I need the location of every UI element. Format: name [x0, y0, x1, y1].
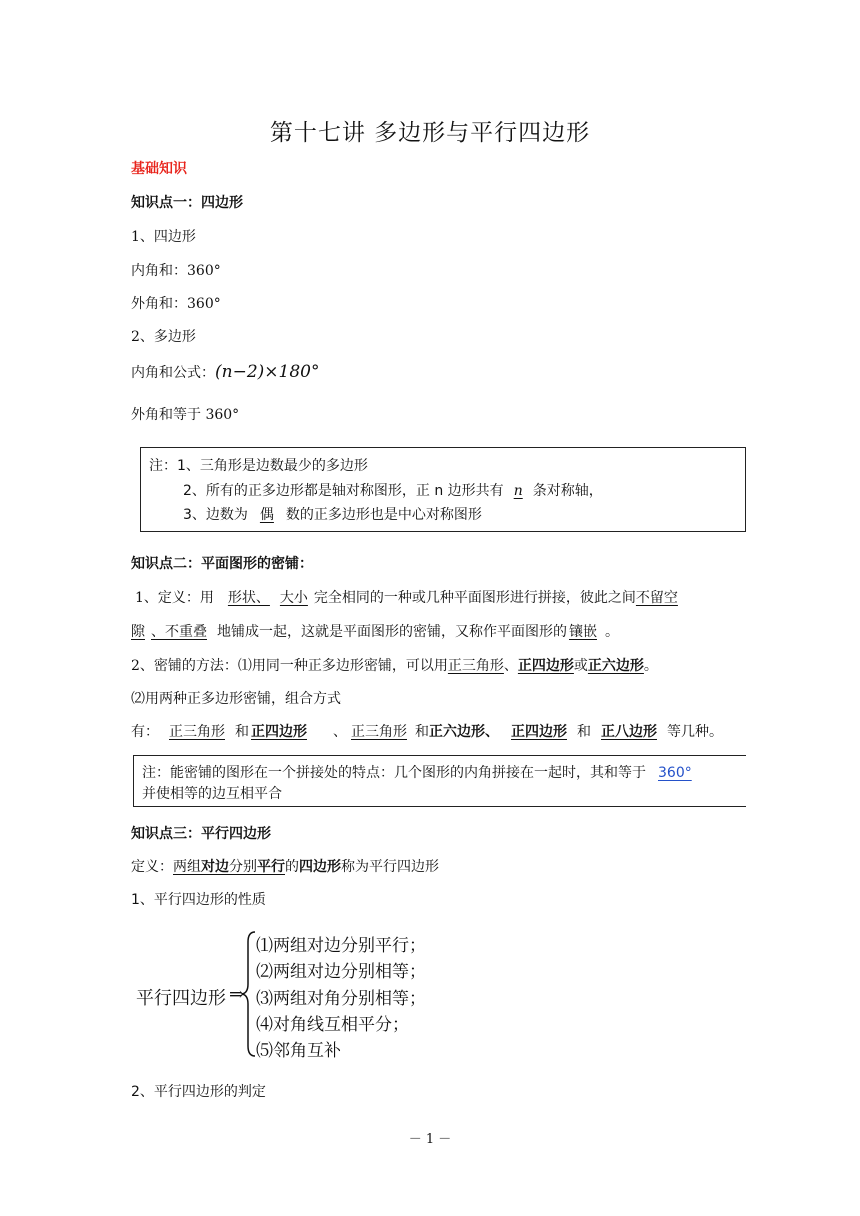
property-item-4: ⑷对角线互相平分； — [256, 1015, 409, 1035]
kp1-interior-sum: 内角和：360° — [131, 263, 221, 279]
left-brace-icon — [241, 930, 257, 1058]
property-item-3: ⑶两组对角分别相等； — [256, 989, 426, 1009]
kp2-combinations: 有： 正三角形 和 正四边形 、 正三角形 和正六边形、 正四边形 和 正八边形 等几种。 — [131, 724, 723, 740]
property-item-1: ⑴两组对边分别平行； — [256, 936, 426, 956]
arrow-icon: ⇒ — [229, 984, 245, 1005]
kp3-heading: 知识点三：平行四边形 — [131, 826, 271, 842]
kp1-formula-row — [131, 362, 319, 382]
kp3-judgement-heading: 2、平行四边形的判定 — [131, 1084, 266, 1100]
kp2-heading: 知识点二：平面图形的密铺： — [131, 556, 313, 572]
kp1-exterior-polygon: 外角和等于 360° — [131, 407, 240, 423]
note-box-tiling — [133, 755, 746, 807]
kp2-method-line: 2、密铺的方法：⑴用同一种正多边形密铺，可以用正三角形、正四边形或正六边形。 — [131, 658, 658, 674]
kp3-definition: 定义：两组对边分别平行的四边形称为平行四边形 — [131, 859, 439, 875]
brace-label: 平行四边形 — [136, 988, 226, 1009]
interior-angle-formula: (n−2)×180° — [215, 362, 320, 382]
kp1-item1: 1、四边形 — [131, 229, 196, 245]
note-box-polygon — [140, 447, 746, 532]
section-basic-heading: 基础知识 — [131, 161, 187, 177]
property-item-2: ⑵两组对边分别相等； — [256, 962, 426, 982]
page-title: 第十七讲 多边形与平行四边形 — [269, 120, 591, 146]
formula-label: 内角和公式： — [131, 365, 215, 381]
property-item-5: ⑸邻角互补 — [256, 1041, 341, 1061]
note2-line1: 注：能密铺的图形在一个拼接处的特点：几个图形的内角拼接在一起时，其和等于 360° — [142, 762, 698, 782]
kp2-two-kinds: ⑵用两种正多边形密铺，组合方式 — [131, 691, 341, 707]
note2-line2: 并使相等的边互相平合 — [142, 786, 282, 802]
page-number: － 1 － — [408, 1132, 452, 1147]
note1-line1: 注：1、三角形是边数最少的多边形 — [149, 458, 368, 474]
kp2-definition-line2: 隙 、不重叠 地铺成一起，这就是平面图形的密铺，又称作平面图形的 镶嵌 。 — [131, 624, 619, 640]
note2-blank-360: 360° — [658, 765, 692, 781]
kp1-item2: 2、多边形 — [131, 329, 196, 345]
note1-line3: 3、边数为 偶 数的正多边形也是中心对称图形 — [183, 507, 482, 523]
note1-line2: 2、所有的正多边形都是轴对称图形，正 n 边形共有 n 条对称轴， — [183, 483, 603, 499]
note1-blank-n: n — [513, 483, 523, 499]
note1-blank-even: 偶 — [259, 507, 274, 523]
kp1-exterior-sum: 外角和：360° — [131, 296, 221, 312]
kp2-definition-line1: 1、定义：用 形状、 大小 完全相同的一种或几种平面图形进行拼接，彼此之间不留空 — [135, 590, 678, 606]
kp1-heading: 知识点一：四边形 — [131, 195, 243, 211]
kp3-properties-heading: 1、平行四边形的性质 — [131, 892, 266, 908]
